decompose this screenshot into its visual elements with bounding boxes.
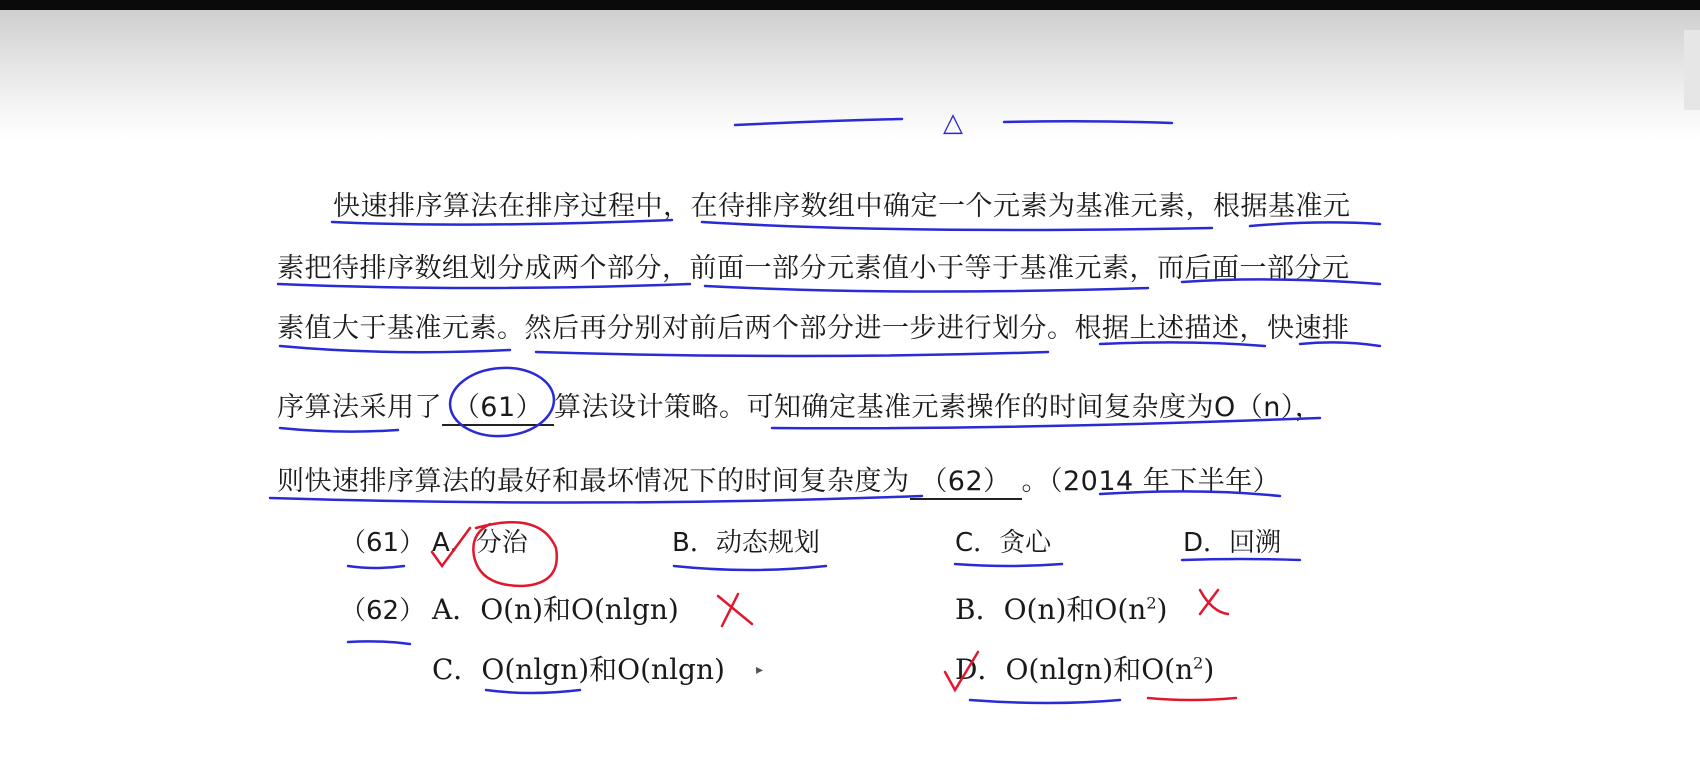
header-shade — [0, 10, 1700, 140]
q61-option-a: A．分治 — [432, 528, 528, 558]
window-top-bar — [0, 0, 1700, 10]
underline — [280, 428, 398, 432]
q62-option-d-exponent: 2 — [1193, 653, 1204, 673]
question-61-number: （61） — [340, 528, 426, 558]
underline — [348, 566, 404, 568]
cross-mark-icon — [1200, 590, 1228, 614]
underline — [702, 222, 1212, 230]
underline — [348, 641, 410, 644]
mouse-cursor-icon: ▸ — [756, 662, 764, 678]
answer-blank-62: （62） — [910, 459, 1022, 500]
passage-line-5-end: 。（2014 年下半年） — [1021, 466, 1281, 497]
passage-line-2: 素把待排序数组划分成两个部分，前面一部分元素值小于等于基准元素，而后面一部分元 — [277, 253, 1350, 284]
passage-line-3: 素值大于基准元素。然后再分别对前后两个部分进一步进行划分。根据上述描述，快速排 — [277, 313, 1350, 344]
passage-line-1: 快速排序算法在排序过程中，在待排序数组中确定一个元素为基准元素，根据基准元 — [333, 191, 1351, 222]
underline — [1148, 698, 1236, 700]
question-62-number: （62） — [340, 596, 426, 626]
cross-mark-icon — [718, 594, 752, 626]
underline — [280, 346, 510, 352]
underline — [970, 700, 1120, 703]
q62-option-c: C．O(nlgn)和O(nlgn) — [432, 653, 725, 686]
passage-line-4-start: 序算法采用了 — [277, 392, 442, 423]
right-edge-strip — [1684, 30, 1700, 110]
passage-line-5 — [277, 459, 1280, 500]
underline — [674, 566, 826, 570]
passage-line-4-end: 算法设计策略。可知确定基准元素操作的时间复杂度为O（n）， — [554, 392, 1323, 423]
q61-option-c: C．贪心 — [955, 528, 1052, 558]
q62-option-b-close: ) — [1156, 593, 1168, 626]
underline — [955, 564, 1062, 566]
header-triangle-icon: △ — [943, 108, 963, 138]
q62-option-d — [955, 648, 1214, 688]
q61-option-b: B．动态规划 — [672, 528, 820, 558]
q62-option-b — [955, 588, 1167, 628]
q61-option-d: D．回溯 — [1183, 528, 1282, 558]
underline — [705, 286, 1148, 292]
answer-blank-61: （61） — [442, 385, 554, 426]
q62-option-b-text: B．O(n)和O(n — [955, 593, 1147, 626]
q62-option-b-exponent: 2 — [1146, 593, 1157, 613]
passage-line-4 — [277, 385, 1322, 426]
underline — [1182, 559, 1300, 560]
q62-option-a: A．O(n)和O(nlgn) — [432, 593, 679, 626]
underline — [536, 352, 1048, 356]
underline — [486, 690, 580, 693]
passage-line-5-start: 则快速排序算法的最好和最坏情况下的时间复杂度为 — [277, 466, 910, 497]
q62-option-d-close: ) — [1203, 653, 1215, 686]
q62-option-d-text: D．O(nlgn)和O(n — [955, 653, 1194, 686]
